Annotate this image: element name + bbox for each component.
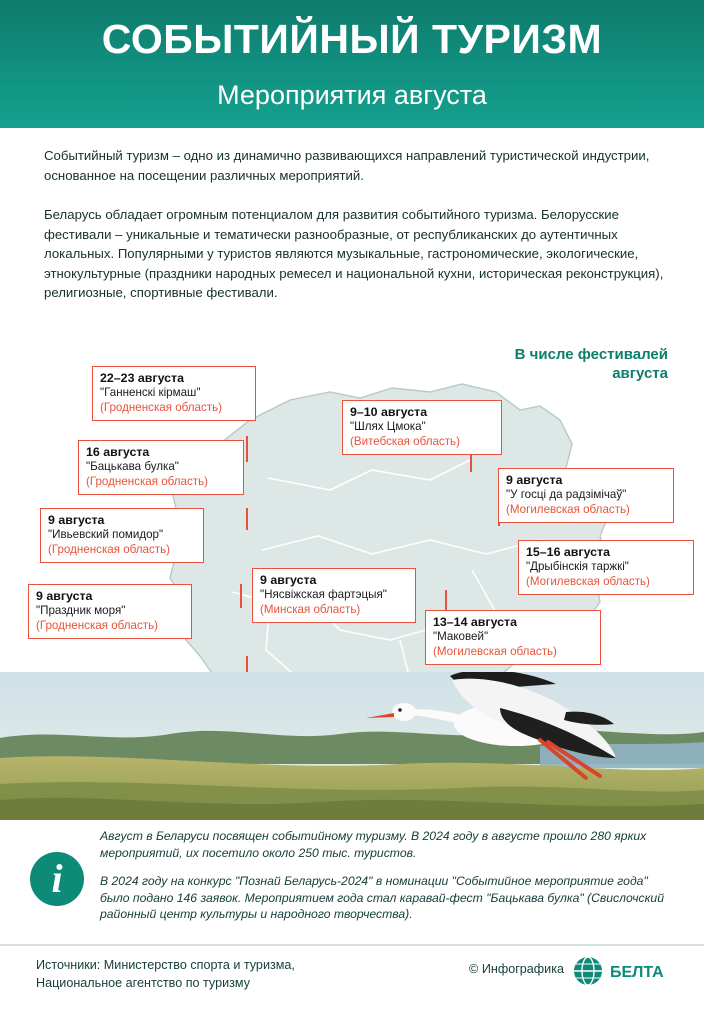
event-callout-4[interactable] xyxy=(28,584,192,639)
event-callout-11[interactable] xyxy=(425,610,601,665)
event-name: "Бацькава булка" xyxy=(86,460,179,473)
event-name: "Праздник моря" xyxy=(36,604,126,617)
festivals-heading xyxy=(408,345,668,383)
belta-logo-icon xyxy=(572,956,676,986)
intro-paragraph-2: Беларусь обладает огромным потенциалом для развития событийного туризма. Белорусские фестивали – уникальные и тематически разнообразные, от республиканских до аутентичных локальных. Популярными у туристов являются музыкальные, гастрономические, экологические, этнокультурные (праздники народных ремесел и национальной кухни, историческая реконструкция), религиозные, спортивные фестивали. xyxy=(44,207,664,300)
leader-line xyxy=(240,584,242,608)
event-date: 16 августа xyxy=(86,445,150,459)
page-header xyxy=(0,0,704,128)
event-date: 15–16 августа xyxy=(526,545,610,559)
event-name: "Ивьевский помидор" xyxy=(48,528,164,541)
belta-logo-text: БЕЛТА xyxy=(610,964,664,981)
event-region: (Витебская область) xyxy=(350,435,460,448)
event-date: 9 августа xyxy=(506,473,563,487)
landscape-photo xyxy=(0,672,704,820)
event-date: 9 августа xyxy=(36,589,93,603)
event-region: (Могилевская область) xyxy=(526,575,650,588)
event-callout-8[interactable] xyxy=(252,568,416,623)
info-icon: i xyxy=(30,852,84,906)
event-name: "У госці да радзімічаў" xyxy=(506,488,627,501)
event-date: 9 августа xyxy=(48,513,105,527)
event-region: (Гродненская область) xyxy=(48,543,171,556)
infographic-credit: © Инфографика xyxy=(469,962,564,976)
event-region: (Гродненская область) xyxy=(100,401,223,414)
event-callout-7[interactable] xyxy=(342,400,502,455)
event-callout-10[interactable] xyxy=(518,540,694,595)
festivals-heading-line1: В числе фестивалей xyxy=(514,346,668,363)
event-region: (Минская область) xyxy=(260,603,361,616)
event-name: "Маковей" xyxy=(433,630,489,643)
event-region: (Гродненская область) xyxy=(86,475,209,488)
event-date: 9 августа xyxy=(260,573,317,587)
footnote-paragraph-1: Август в Беларуси посвящен событийному туризму. В 2024 году в августе прошло 280 ярких мероприятий, их посетило около 250 тыс. туристов. xyxy=(100,829,647,860)
event-name: "Дрыбінскія таржкі" xyxy=(526,560,629,573)
event-name: "Шлях Цмока" xyxy=(350,420,426,433)
event-region: (Могилевская область) xyxy=(433,645,557,658)
event-callout-2[interactable] xyxy=(78,440,244,495)
event-region: (Могилевская область) xyxy=(506,503,630,516)
intro-text xyxy=(44,146,669,317)
event-date: 9–10 августа xyxy=(350,405,428,419)
event-date: 13–14 августа xyxy=(433,615,517,629)
sources-block xyxy=(36,956,295,992)
festivals-heading-line2: августа xyxy=(612,365,668,382)
event-name: "Ганненскі кірмаш" xyxy=(100,386,201,399)
leader-line xyxy=(246,436,248,462)
sources-line-1: Источники: Министерство спорта и туризма, xyxy=(36,958,295,972)
event-callout-3[interactable] xyxy=(40,508,204,563)
event-name: "Нясвіжская фартэцыя" xyxy=(260,588,387,601)
event-region: (Гродненская область) xyxy=(36,619,159,632)
footnote-block xyxy=(0,820,704,944)
page-subtitle: Мероприятия августа xyxy=(217,80,487,110)
event-callout-1[interactable] xyxy=(92,366,256,421)
footnote-paragraph-2: В 2024 году на конкурс "Познай Беларусь-2024" в номинации "Событийное мероприятие года" было подано 146 заявок. Мероприятием года стал каравай-фест "Бацькава булка" (Свислочский районный центр культуры и народного творчества). xyxy=(100,874,664,921)
event-date: 22–23 августа xyxy=(100,371,184,385)
footer-divider xyxy=(0,944,704,946)
belta-logo xyxy=(572,956,676,986)
leader-line xyxy=(246,508,248,530)
intro-paragraph-1: Событийный туризм – одно из динамично развивающихся направлений туристической индустрии, основанное на посещении различных мероприятий. xyxy=(44,148,650,183)
footnote-text xyxy=(100,828,670,935)
sources-line-2: Национальное агентство по туризму xyxy=(36,976,251,990)
page-title: СОБЫТИЙНЫЙ ТУРИЗМ xyxy=(101,16,603,62)
event-callout-9[interactable] xyxy=(498,468,674,523)
photo-illustration xyxy=(0,672,704,820)
